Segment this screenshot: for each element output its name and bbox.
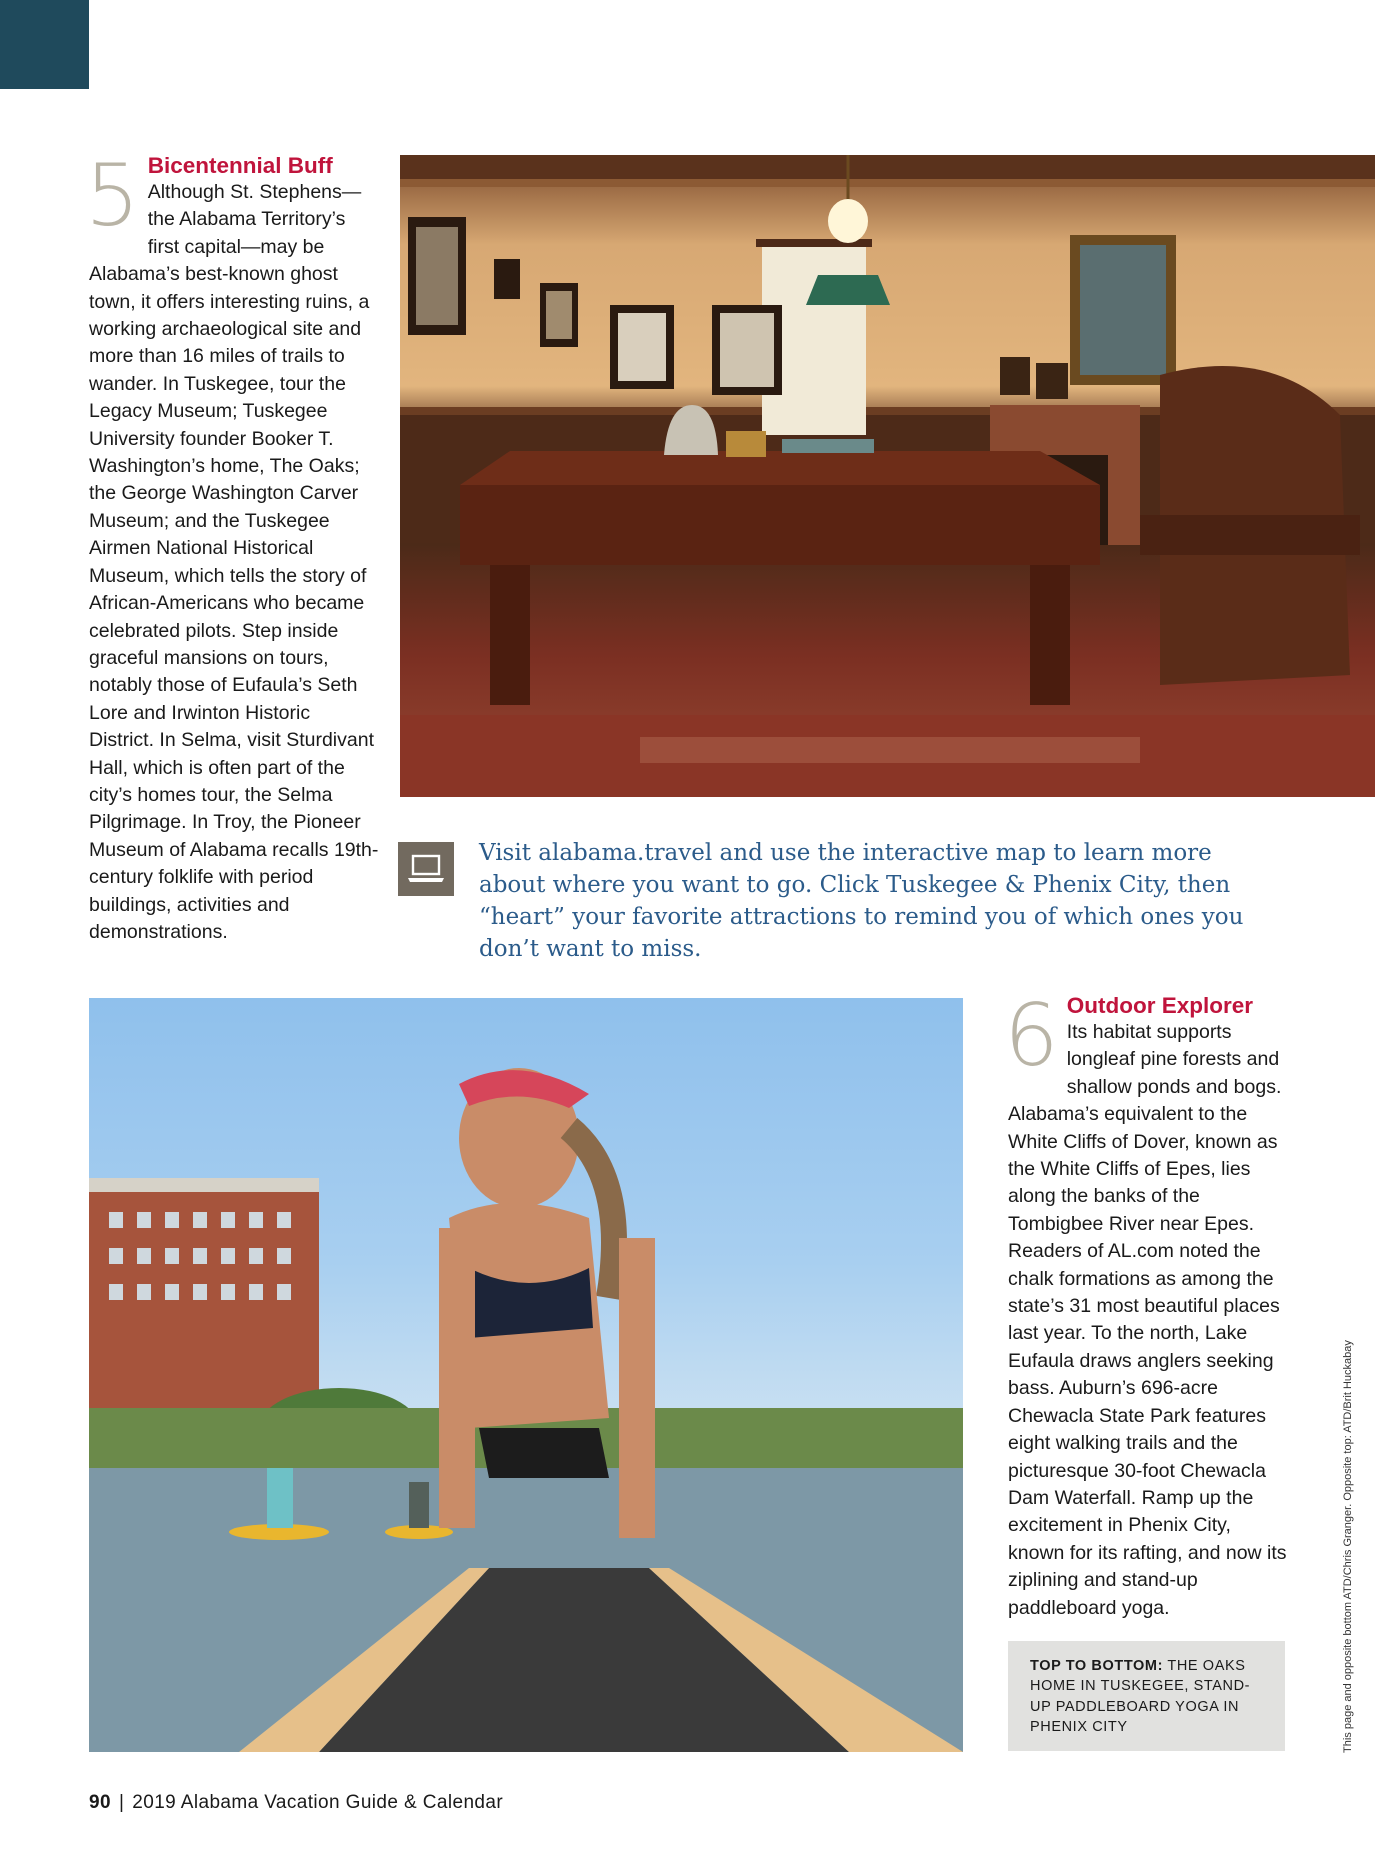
laptop-icon xyxy=(398,842,454,896)
section-6-body: Its habitat supports longleaf pine forests and shallow ponds and bogs. Alabama’s equivalent to the White Cliffs of Dover, known as the White Cliffs of Epes, lies along the banks of the Tombigbee River near Epes. Readers of AL.com noted the chalk formations as among the state’s 31 most beautiful places last year. To the north, Lake Eufaula draws anglers seeking bass. Auburn’s 696-acre Chewacla State Park features eight walking trails and the picturesque 30-foot Chewacla Dam Waterfall. Ramp up the excitement in Phenix City, known for its rafting, and now its ziplining and stand-up paddleboard yoga. xyxy=(1008,1021,1287,1619)
page-number: 90 xyxy=(89,1792,111,1813)
dropcap-6: 6 xyxy=(1004,986,1059,1086)
section-5-bicentennial-buff xyxy=(85,146,379,946)
publication-title: 2019 Alabama Vacation Guide & Calendar xyxy=(132,1792,504,1813)
page-footer xyxy=(89,1792,503,1814)
dropcap-5: 5 xyxy=(85,146,140,246)
corner-color-tab xyxy=(0,0,89,89)
section-5-body: Although St. Stephens—the Alabama Territory’s first capital—may be Alabama’s best-known ghost town, it offers interesting ruins, a working archaeological site and more than 16 miles of trails to wander. In Tuskegee, tour the Legacy Museum; Tuskegee University founder Booker T. Washington’s home, The Oaks; the George Washington Carver Museum; and the Tuskegee Airmen National Historical Museum, which tells the story of African-Americans who became celebrated pilots. Step inside graceful mansions on tours, notably those of Eufaula’s Seth Lore and Irwinton Historic District. In Selma, visit Sturdivant Hall, which is often part of the city’s homes tour, the Selma Pilgrimage. In Troy, the Pioneer Museum of Alabama recalls 19th-century folklife with period buildings, activities and demonstrations. xyxy=(89,181,379,943)
oaks-photo-illustration xyxy=(400,155,1375,797)
photo-the-oaks-interior xyxy=(400,155,1375,797)
section-6-outdoor-explorer xyxy=(1004,986,1290,1622)
caption-lead: TOP TO BOTTOM: xyxy=(1030,1658,1164,1674)
section-5-heading: Bicentennial Buff xyxy=(147,153,333,178)
caption-text: THE OAKS HOME IN TUSKEGEE, STAND-UP PADDLEBOARD YOGA IN PHENIX CITY xyxy=(1030,1658,1251,1736)
photo-paddleboard-yoga xyxy=(89,998,963,1752)
photo-caption-box xyxy=(1008,1641,1285,1751)
footer-separator: | xyxy=(118,1792,125,1813)
section-6-heading: Outdoor Explorer xyxy=(1066,993,1253,1018)
alabama-travel-web-note: Visit alabama.travel and use the interactive map to learn more about where you want to go. Click Tuskegee & Phenix City, then “heart” your favorite attractions to remind you of which ones you don’t want to miss. xyxy=(479,840,1244,962)
photo-credit: This page and opposite bottom ATD/Chris Granger. Opposite top: ATD/Brit Huckabay xyxy=(1342,1340,1354,1753)
yoga-photo-illustration xyxy=(89,998,963,1752)
